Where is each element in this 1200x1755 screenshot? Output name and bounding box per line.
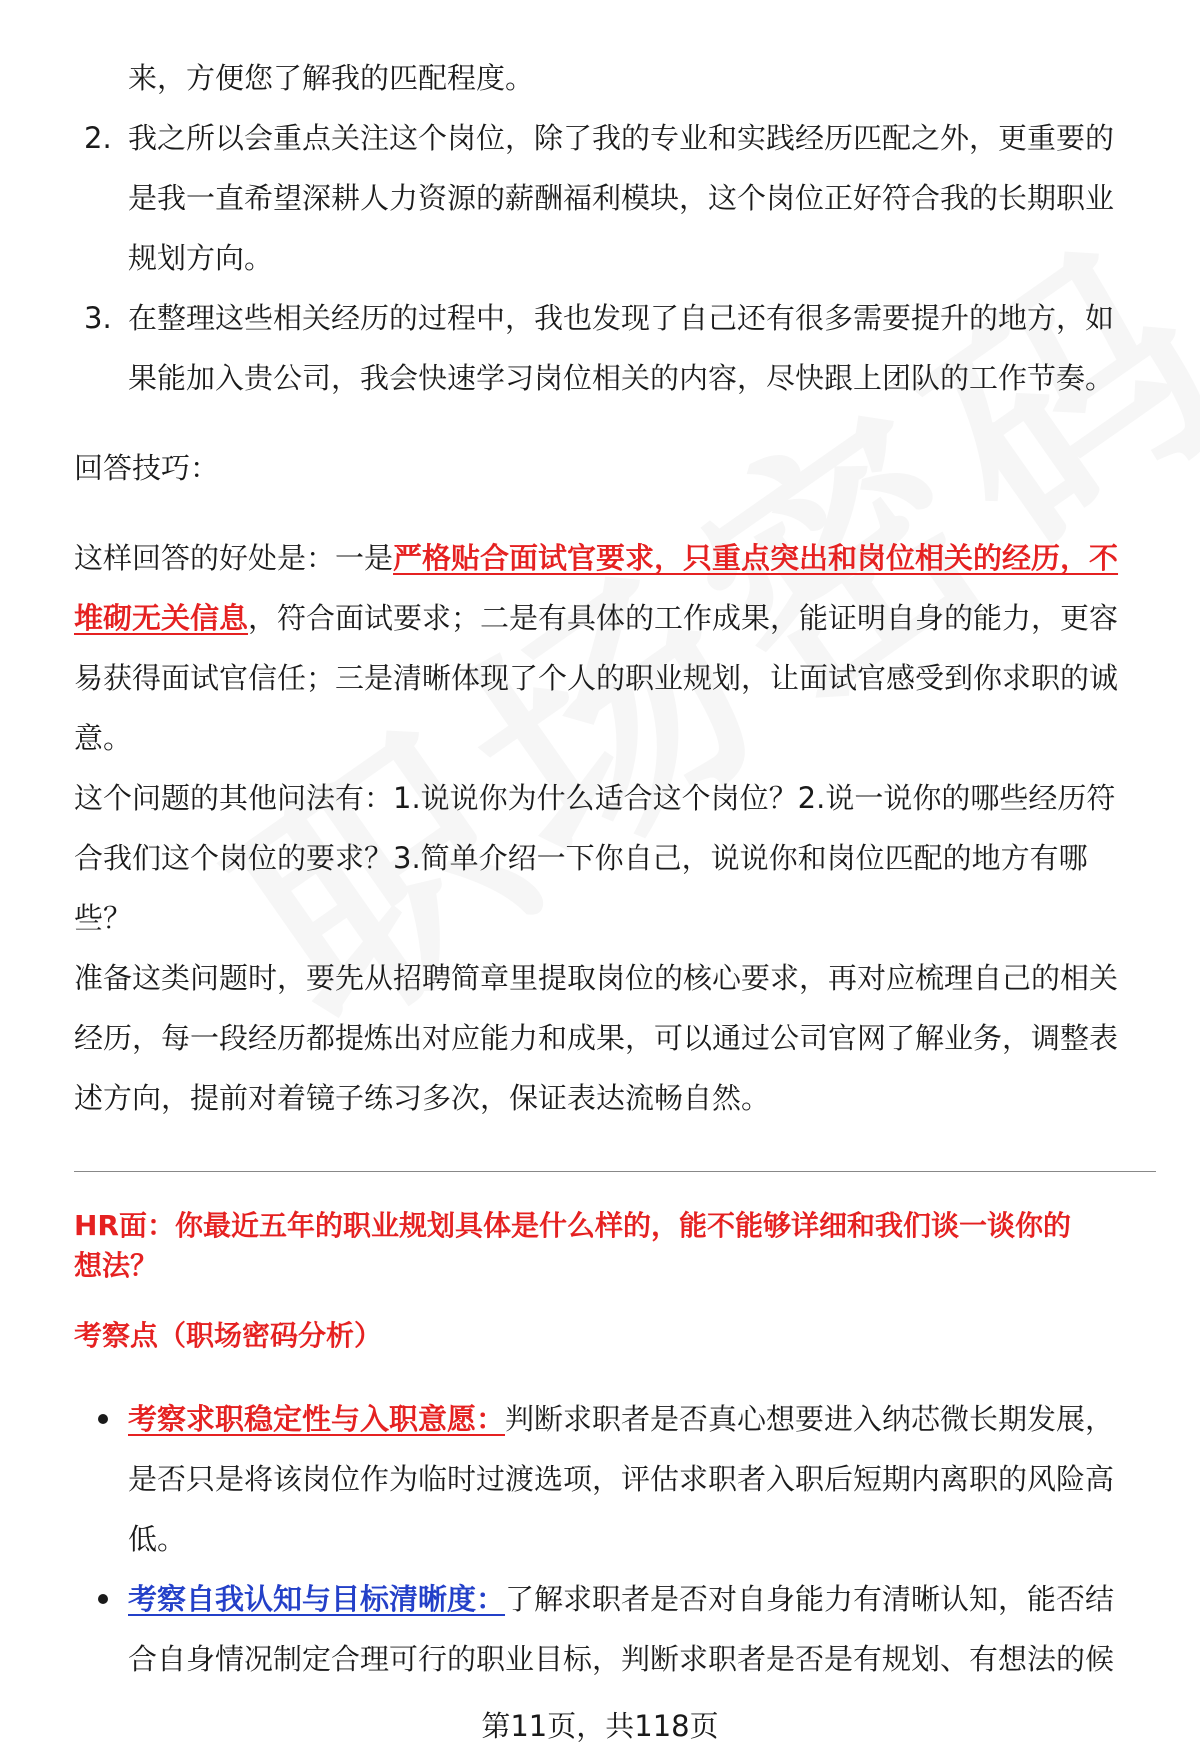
list-item-2-line: 是我一直希望深耕人力资源的薪酬福利模块，这个岗位正好符合我的长期职业 xyxy=(128,181,1115,215)
focus-item-text: 判断求职者是否真心想要进入纳芯微长期发展， xyxy=(505,1402,1115,1436)
section-divider xyxy=(74,1171,1156,1172)
list-item-2-line: 规划方向。 xyxy=(128,241,274,275)
alt-questions-line: 些？ xyxy=(74,901,133,935)
list-item-1-continuation: 来，方便您了解我的匹配程度。 xyxy=(128,61,535,95)
bullet-dot-icon xyxy=(98,1594,108,1604)
focus-item-1-line: 是否只是将该岗位作为临时过渡选项，评估求职者入职后短期内离职的风险高 xyxy=(128,1462,1115,1496)
focus-item-text: 了解求职者是否对自身能力有清晰认知，能否结 xyxy=(505,1582,1115,1616)
tips-paragraph-line xyxy=(74,598,1118,638)
focus-item-2-line: 合自身情况制定合理可行的职业目标，判断求职者是否是有规划、有想法的候 xyxy=(128,1642,1115,1676)
focus-heading: 考察点（职场密码分析） xyxy=(74,1319,383,1352)
tips-paragraph-line: 易获得面试官信任；三是清晰体现了个人的职业规划，让面试官感受到你求职的诚 xyxy=(74,661,1119,695)
alt-questions-line: 合我们这个岗位的要求？3.简单介绍一下你自己，说说你和岗位匹配的地方有哪 xyxy=(74,841,1088,875)
focus-item-1-line: 低。 xyxy=(128,1522,187,1556)
hr-question-title: HR面：你最近五年的职业规划具体是什么样的，能不能够详细和我们谈一谈你的 xyxy=(74,1209,1071,1242)
tips-paragraph-line xyxy=(74,538,1118,578)
tips-paragraph-line: 意。 xyxy=(74,721,133,755)
list-item-2-line: 我之所以会重点关注这个岗位，除了我的专业和实践经历匹配之外，更重要的 xyxy=(128,121,1115,155)
list-item-3-line: 果能加入贵公司，我会快速学习岗位相关的内容，尽快跟上团队的工作节奏。 xyxy=(128,361,1115,395)
list-item-3-line: 在整理这些相关经历的过程中，我也发现了自己还有很多需要提升的地方，如 xyxy=(128,301,1115,335)
focus-item-2 xyxy=(128,1579,1114,1619)
preparation-line: 经历，每一段经历都提炼出对应能力和成果，可以通过公司官网了解业务，调整表 xyxy=(74,1021,1119,1055)
focus-item-1 xyxy=(128,1399,1114,1439)
focus-item-label: 考察求职稳定性与入职意愿： xyxy=(128,1402,506,1436)
focus-item-label: 考察自我认知与目标清晰度： xyxy=(128,1582,506,1616)
tips-prefix: 这样回答的好处是：一是 xyxy=(74,541,394,575)
hr-question-title: 想法？ xyxy=(74,1249,159,1282)
page-number: 第11页，共118页 xyxy=(481,1709,719,1743)
bullet-dot-icon xyxy=(98,1414,108,1424)
alt-questions-line: 这个问题的其他问法有：1.说说你为什么适合这个岗位？2.说一说你的哪些经历符 xyxy=(74,781,1116,815)
preparation-line: 述方向，提前对着镜子练习多次，保证表达流畅自然。 xyxy=(74,1081,771,1115)
tips-heading: 回答技巧： xyxy=(74,451,220,485)
highlight-text: 严格贴合面试官要求，只重点突出和岗位相关的经历，不 xyxy=(393,541,1119,575)
preparation-line: 准备这类问题时，要先从招聘简章里提取岗位的核心要求，再对应梳理自己的相关 xyxy=(74,961,1119,995)
tips-text: ，符合面试要求；二是有具体的工作成果，能证明自身的能力，更容 xyxy=(248,601,1119,635)
highlight-text: 堆砌无关信息 xyxy=(74,601,249,635)
list-number-3: 3. xyxy=(84,301,112,335)
list-number-2: 2. xyxy=(84,121,112,155)
